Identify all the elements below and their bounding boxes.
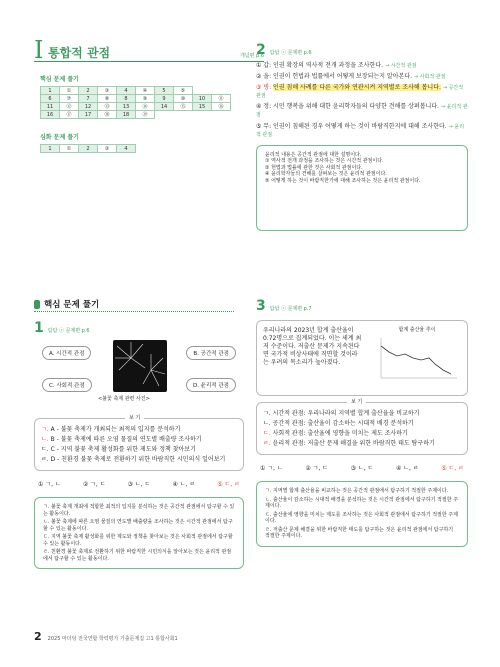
bogi-label: 보 기 (125, 415, 144, 422)
pill-b: B. 공간적 관점 (186, 346, 236, 360)
birthrate-line (373, 334, 461, 386)
question-tag: 탐탐 ⓢ 문제편 p.6 (47, 328, 90, 334)
choice-item: ㄹ. D - 친환경 불꽃 축제로 전환하기 위한 바람직한 시민의식 일어보기 (41, 456, 226, 464)
section-title: 핵심 문제 풀기 (44, 300, 100, 310)
quiz-label-1: 핵심 문제 풀기 (40, 76, 79, 83)
q1-bogi-box (34, 415, 244, 471)
question-number: 1 (34, 320, 44, 336)
q1-answers (34, 481, 244, 489)
answer-option[interactable]: ③ ㄴ, ㄷ (350, 465, 374, 473)
answer-option[interactable]: ① ㄱ, ㄴ (260, 465, 283, 473)
q3-answers (256, 465, 468, 473)
q2-item-answer: ③ 병: 인권 침해 사례를 다른 국가와 연관시켜 지역별로 조사해 봅니다. → 공간적 관점 (256, 84, 464, 100)
answer-option[interactable]: ④ ㄴ, ㄹ (395, 465, 419, 473)
choice-item: ㄴ. B - 불꽃 축제에 따른 오염 물질의 연도별 배출량 조사하기 (41, 436, 202, 444)
choice-item: ㄱ. 시간적 관점: 우리나라의 지역별 합계 출산율을 비교하기 (263, 410, 420, 417)
answer-option-correct[interactable]: ⑤ ㄷ, ㄹ (217, 481, 240, 489)
choice-item: ㄴ. 공간적 관점: 출산율이 감소하는 시대적 배경 분석하기 (263, 420, 414, 428)
choice-item: ㄷ. 사회적 관점: 출산율에 영향을 미치는 제도 조사하기 (263, 430, 408, 438)
pill-a: A. 시간적 관점 (42, 346, 91, 360)
firework-photo (113, 340, 167, 392)
q3-passage: 우리나라의 2023년 합계 출산율이 0.72명으로 집계되었다. 이는 세계 최저 수준이다. 저출산 문제가 지속된다면 국가적 비상사태에 직면할 것이라는 우려의 목소리가 높아졌다. (263, 327, 362, 367)
q2-item: ⑤ 무: 인권이 침해된 경우 어떻게 하는 것이 바람직한지에 대해 조사한다. → 윤리적 관점 (256, 122, 465, 138)
chapter-title: 통합적 관점 (48, 46, 111, 60)
chart-title: 합계 출산율 추이 (398, 327, 436, 333)
answer-option[interactable]: ② ㄱ, ㄷ (305, 465, 329, 473)
q2-item: ④ 정: 시민 행복을 위해 대한 윤리학자들의 다양한 견해를 상펴봅니다. → 윤리적 관점 (256, 103, 468, 119)
answer-option-correct[interactable]: ⑤ ㄷ, ㄹ (441, 465, 464, 473)
pill-d: D. 윤리적 관점 (186, 378, 236, 392)
choice-item: ㄹ. 윤리적 관점: 저출산 문제 해결을 위한 바람직한 태도 탐구하기 (263, 440, 435, 448)
pill-c: C. 사회적 관점 (42, 378, 92, 392)
page-number: 2 (34, 630, 42, 643)
q1-explanation: ㄱ. 불꽃 축제 개최에 적합한 최적의 입지를 분석하는 것은 공간적 관점에서 탐구할 수 있는 활동이다. ㄴ. 불꽃 축제에 따른 오염 물질의 연도별 배출량을 조사하는 것은 시간적 관점에서 탐구할 수 있는 활동이다. ㄷ. 지역 불꽃 축제 활성화를 위한 제도와 정책을 찾아보는 것은 사회적 관점에서 탐구할 수 있는 활동이다. ㄹ. 친환경 불꽃 축제로 전환하기 위한 바람직한 시민의식을 알아보는 것은 윤리적 관점에서 탐구할 수 있는 활동이다. (34, 497, 244, 569)
answer-option[interactable]: ③ ㄴ, ㄷ (127, 481, 151, 489)
footer (34, 630, 178, 643)
q2-items (256, 62, 468, 139)
firework-icon (113, 340, 167, 392)
choice-item: ㄷ. C - 지역 불꽃 축제 활성화를 위한 제도와 정책 찾아보기 (41, 446, 196, 454)
q3-explanation: ㄱ. 지역별 합계 출산율을 비교하는 것은 공간적 관점에서 탐구하기 적절한 주제이다. ㄴ. 출산율이 감소하는 시대적 배경을 분석하는 것은 시간적 관점에서 탐구하기 적절한 주제이다. ㄷ. 출산율에 영향을 미치는 제도를 조사하는 것은 사회적 관점에서 탐구하기 적절한 주제이다. ㄹ. 저출산 문제 해결을 위한 바람직한 태도를 탐구하는 것은 윤리적 관점에서 탐구하기 적절한 주제이다. (256, 481, 468, 547)
question-2 (256, 42, 468, 231)
q1-diagram (34, 340, 244, 414)
section-header (34, 298, 234, 312)
answer-grid-2: 1 ① 2 ③ 4 (40, 144, 136, 153)
question-1 (34, 320, 244, 569)
question-number: 3 (256, 298, 266, 314)
quiz-label-2: 심화 문제 풀기 (40, 134, 79, 141)
chapter-header (34, 36, 264, 64)
question-tag: 탐탐 ⓢ 문제편 p.7 (269, 306, 312, 312)
chapter-roman: I (34, 36, 44, 64)
answer-grid-1: 1 ① 2 ③ 4 ④ 5 ⑤ 6 ⑦ 7 ⑧ 8 ⑨ 9 ⑩ 10 ⑪ 11 ⑫ 12 ⑬ 13 ⑭ 14 ⑮ 15 ⑯ 16 ⑰ 17 ⑱ 18 ⑲ (40, 86, 231, 119)
chapter-page-ref: 개념편 p.6 (239, 53, 264, 59)
section-marker (34, 300, 40, 309)
answer-option[interactable]: ① ㄱ, ㄴ (38, 481, 61, 489)
bogi-label: 보 기 (347, 399, 366, 406)
q2-item: ② 을: 인권이 헌법과 법률에서 어떻게 보장되는지 알아본다. → 사회적 관점 (256, 73, 446, 81)
answer-option[interactable]: ④ ㄴ, ㄹ (172, 481, 196, 489)
question-3 (256, 298, 468, 547)
q2-item: ① 갑: 인권 확장의 역사적 전개 과정을 조사한다. → 시간적 관점 (256, 62, 417, 69)
q2-explanation: 윤리적 내용은 공간적 관점에 대한 설명이다. ① 역사적 전개 과정을 조사하는 것은 시간적 관점이다. ② 헌법과 법률에 관한 것은 사회적 관점이다. ④ 윤리학자들의 견해를 살펴보는 것은 윤리적 관점이다. ⑤ 어떻게 하는 것이 바람직한가에 대해 조사하는 것은 윤리적 관점이다. (256, 145, 468, 231)
q3-passage-box (256, 320, 468, 396)
q3-bogi-box (256, 399, 468, 455)
photo-caption: <불꽃 축제 관련 사진> (98, 396, 150, 402)
choice-item: ㄱ. A - 불꽃 축제가 개최되는 최적의 입지를 분석하기 (41, 426, 181, 433)
footer-text: 2025 마더텅 전국연합 학력평가 기출문제집 고1 통합사회1 (47, 636, 178, 642)
birthrate-chart (373, 327, 461, 389)
question-number: 2 (256, 42, 266, 58)
answer-option[interactable]: ② ㄱ, ㄷ (82, 481, 106, 489)
question-tag: 탐탐 ⓢ 문제편 p.6 (269, 50, 312, 56)
